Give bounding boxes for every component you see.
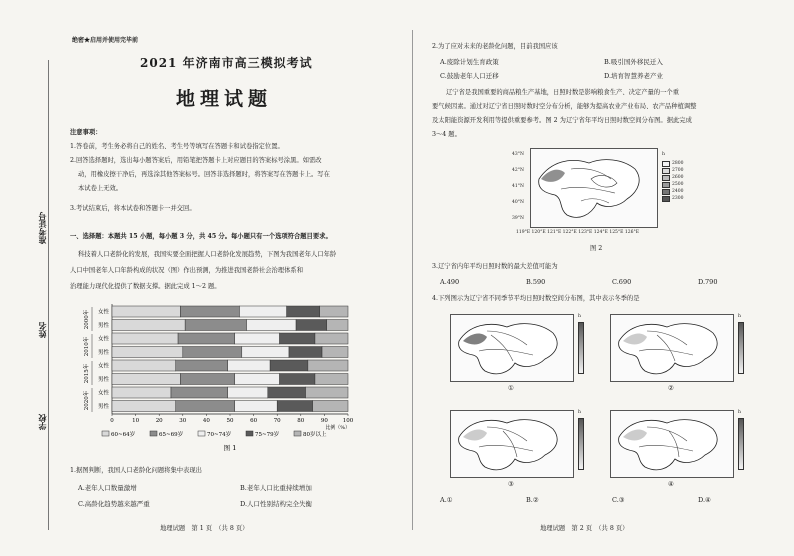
chart-category-label: 女性 <box>97 390 109 397</box>
chart-legend-label: 70~74岁 <box>207 432 232 438</box>
chart-x-tick-label: 50 <box>226 418 234 424</box>
q2-option-c[interactable]: C.鼓励老年人口迁移 <box>440 72 499 80</box>
q1-option-c[interactable]: C.高龄化趋势越来越严重 <box>78 500 150 508</box>
chart-x-tick-label: 40 <box>202 418 210 424</box>
season-map <box>610 410 734 478</box>
question-1: 1.据图判断，我国人口老龄化问题将集中表现出 <box>70 467 202 474</box>
section-heading: 一、选择题：本题共 15 小题，每小题 3 分，共 45 分。每小题只有一个选项符合题目要求。 <box>70 233 332 240</box>
question-4: 4.下列图示为辽宁省不同季节平均日照时数空间分布图，其中表示冬季的是 <box>432 295 640 302</box>
fig2-legend-value: 2600 <box>672 174 684 180</box>
q2-option-b[interactable]: B.吸引国外移民迁入 <box>604 58 663 66</box>
chart-bar-segment <box>322 347 348 358</box>
chart-bar-segment <box>112 374 180 385</box>
chart-bar-segment <box>315 374 348 385</box>
fig2-legend <box>662 160 683 202</box>
chart-x-tick-label: 10 <box>132 418 140 424</box>
chart-bar-segment <box>315 333 348 344</box>
chart-category-label: 男性 <box>97 404 109 410</box>
chart-bar-segment <box>228 387 268 398</box>
chart-bar-segment <box>176 360 228 371</box>
chart-bar-segment <box>313 401 348 412</box>
chart-bar-segment <box>289 347 322 358</box>
intro2-line: 辽宁省是我国重要的商品粮生产基地，日照时数是影响粮食生产、决定产量的一个重 <box>446 89 679 96</box>
name-label: 姓名 <box>37 322 47 338</box>
fig2-legend-value: 2500 <box>672 181 684 187</box>
subject-title: 地理试题 <box>176 88 273 110</box>
intro-line: 治理能力现代化提供了数据支撑。据此完成 1～2 题。 <box>70 283 221 290</box>
fig2-legend-item <box>662 195 683 202</box>
chart-bar-segment <box>183 347 242 358</box>
chart-legend-swatch <box>150 431 157 436</box>
intro-line: 人口中国老年人口年龄构成的状况（图）作出预测，为推进我国老龄社会治理体系和 <box>70 267 303 274</box>
chart-svg <box>70 302 370 452</box>
liaoning-map-shape <box>531 149 659 229</box>
chart-legend-swatch <box>102 431 109 436</box>
chart-x-tick-label: 60 <box>250 418 258 424</box>
chart-bar-segment <box>287 306 320 317</box>
chart-bar-segment <box>242 347 289 358</box>
fig2-legend-value: 2700 <box>672 167 684 173</box>
note-line: 本试卷上无效。 <box>78 185 123 192</box>
chart-bar-segment <box>180 306 239 317</box>
season-map <box>610 314 734 382</box>
note-line: 1.答卷前，考生务必将自己的姓名、考生号等填写在答题卡和试卷指定位置。 <box>70 143 284 150</box>
fig2-legend-item <box>662 167 683 174</box>
chart-legend-label: 80岁以上 <box>303 432 327 438</box>
chart-bar-segment <box>306 387 348 398</box>
season-map-legend <box>738 418 744 470</box>
chart-x-tick-label: 20 <box>155 418 163 424</box>
chart-legend-label: 65~69岁 <box>159 432 184 438</box>
fig2-lat-label: 41°N <box>512 184 524 189</box>
chart-x-tick-label: 0 <box>110 418 114 424</box>
season-map-shape <box>611 411 735 479</box>
fig2-legend-item <box>662 174 683 181</box>
question-3: 3.辽宁省内年平均日照时数的最大差值可能为 <box>432 263 558 270</box>
q1-option-b[interactable]: B.老年人口比重持续增加 <box>240 484 312 492</box>
fig2-legend-value: 2300 <box>672 195 684 201</box>
chart-group-label: 2015年 <box>84 363 90 384</box>
exam-number-label: 准考证号 <box>37 212 47 244</box>
note-line: 2.回答选择题时，选出每小题答案后，用铅笔把答题卡上对应题目的答案标号涂黑。如需改 <box>70 157 322 164</box>
season-map-unit: h <box>738 314 741 319</box>
q2-option-d[interactable]: D.培育智慧养老产业 <box>604 72 664 80</box>
q2-option-a[interactable]: A.废除计划生育政策 <box>440 58 499 66</box>
chart-bar-segment <box>178 333 235 344</box>
chart-x-tick-label: 30 <box>179 418 187 424</box>
chart-category-label: 女性 <box>97 336 109 343</box>
q3-option-b[interactable]: B.590 <box>526 278 546 286</box>
chart-bar-segment <box>320 306 348 317</box>
age-structure-chart <box>70 302 370 452</box>
chart-bar-segment <box>270 360 308 371</box>
fig2-legend-swatch <box>662 168 670 174</box>
chart-bar-segment <box>308 360 348 371</box>
season-map-number: ④ <box>668 481 674 488</box>
season-map-shape <box>451 411 575 479</box>
chart-category-label: 男性 <box>97 377 109 383</box>
season-map-number: ③ <box>508 481 514 488</box>
fig2-legend-swatch <box>662 182 670 188</box>
question-2: 2.为了应对未来的老龄化问题，目前我国应该 <box>432 43 558 50</box>
chart-caption: 图 1 <box>223 444 237 452</box>
season-map-legend <box>578 322 584 374</box>
chart-bar-segment <box>247 320 297 331</box>
page-footer-right: 地理试题 第 2 页 （共 8 页） <box>540 525 629 532</box>
chart-bar-segment <box>239 306 286 317</box>
chart-category-label: 男性 <box>97 323 109 329</box>
q3-option-a[interactable]: A.490 <box>440 278 460 286</box>
q1-option-d[interactable]: D.人口性别结构完全失衡 <box>240 500 313 508</box>
q4-option-c[interactable]: C.③ <box>612 496 625 504</box>
chart-category-label: 男性 <box>97 350 109 356</box>
season-map <box>450 314 574 382</box>
fig2-legend-value: 2800 <box>672 160 684 166</box>
chart-bar-segment <box>112 306 180 317</box>
season-map-legend <box>578 418 584 470</box>
secret-label: 绝密★启用并使用完毕前 <box>72 37 139 44</box>
fig2-legend-item <box>662 188 683 195</box>
season-map-legend <box>738 322 744 374</box>
chart-legend-swatch <box>198 431 205 436</box>
season-map-unit: h <box>578 410 581 415</box>
fig2-legend-value: 2400 <box>672 188 684 194</box>
chart-bar-segment <box>176 401 235 412</box>
intro2-line: 及太阳能资源开发利用等提供重要参考。图 2 为辽宁省年平均日照时数空间分布图。据此完成 <box>432 117 692 124</box>
chart-bar-segment <box>112 360 176 371</box>
fig2-lat-label: 43°N <box>512 152 524 157</box>
chart-group-label: 2010年 <box>84 336 90 357</box>
chart-bar-segment <box>280 333 315 344</box>
fig2-legend-item <box>662 181 683 188</box>
chart-bar-segment <box>180 374 234 385</box>
chart-category-label: 女性 <box>97 363 109 370</box>
fig2-lat-label: 39°N <box>512 216 524 221</box>
chart-bar-segment <box>235 401 277 412</box>
chart-bar-segment <box>112 347 183 358</box>
q3-option-c[interactable]: C.690 <box>612 278 632 286</box>
fig2-legend-unit: h <box>662 152 665 157</box>
chart-category-label: 女性 <box>97 309 109 316</box>
chart-group-label: 2000年 <box>84 309 90 330</box>
chart-bar-segment <box>277 401 312 412</box>
fig2-lat-label: 40°N <box>512 200 524 205</box>
q4-option-d[interactable]: D.④ <box>698 496 711 504</box>
fig2-legend-swatch <box>662 175 670 181</box>
season-map-unit: h <box>738 410 741 415</box>
figure2-map <box>530 148 658 228</box>
intro2-line: 要气候因素。通过对辽宁省日照时数时空分布分析，能够为提高农业产业布局、农产品种植调整 <box>432 103 697 110</box>
note-line: 动，用橡皮擦干净后，再选涂其他答案标号。回答非选择题时，将答案写在答题卡上。写在 <box>78 171 330 178</box>
chart-bar-segment <box>327 320 348 331</box>
season-map <box>450 410 574 478</box>
page-footer-left: 地理试题 第 1 页 （共 8 页） <box>160 525 249 532</box>
chart-bar-segment <box>112 401 176 412</box>
season-map-shape <box>451 315 575 383</box>
fig2-legend-item <box>662 160 683 167</box>
exam-title: 2021 年济南市高三模拟考试 <box>140 56 313 70</box>
fig2-lon-labels: 119°E 120°E 121°E 122°E 123°E 124°E 125°E 126°E <box>516 230 640 235</box>
notes-heading: 注意事项： <box>70 129 102 136</box>
chart-bar-segment <box>112 387 171 398</box>
fig2-caption: 图 2 <box>590 245 603 252</box>
q3-option-d[interactable]: D.790 <box>698 278 718 286</box>
chart-group-label: 2020年 <box>84 390 90 411</box>
note-line: 3.考试结束后，将本试卷和答题卡一并交回。 <box>70 205 196 212</box>
chart-bar-segment <box>296 320 327 331</box>
chart-bar-segment <box>185 320 246 331</box>
chart-x-tick-label: 90 <box>320 418 328 424</box>
season-map-unit: h <box>578 314 581 319</box>
chart-bar-segment <box>171 387 228 398</box>
chart-bar-segment <box>235 333 280 344</box>
chart-legend-swatch <box>246 431 253 436</box>
season-map-number: ② <box>668 385 674 392</box>
intro2-line: 3～4 题。 <box>432 131 461 138</box>
school-label: 学校 <box>37 414 47 430</box>
chart-bar-segment <box>235 374 280 385</box>
q1-option-a[interactable]: A.老年人口数量激增 <box>78 484 137 492</box>
chart-bar-segment <box>280 374 315 385</box>
fig2-legend-swatch <box>662 161 670 167</box>
intro-line: 科技着人口老龄化的发展，我国实要全面把握人口老龄化发展趋势，下图为我国老年人口年龄 <box>78 251 337 258</box>
chart-bar-segment <box>268 387 306 398</box>
season-map-shape <box>611 315 735 383</box>
binding-line <box>48 60 49 530</box>
chart-legend-label: 75~79岁 <box>255 432 280 438</box>
page-divider <box>412 30 413 530</box>
chart-x-tick-label: 100 <box>342 418 354 424</box>
chart-x-axis-label: 比例（%） <box>325 425 350 431</box>
chart-legend-label: 60~64岁 <box>111 432 136 438</box>
q4-option-b[interactable]: B.② <box>526 496 539 504</box>
fig2-legend-swatch <box>662 189 670 195</box>
chart-bar-segment <box>112 320 185 331</box>
chart-bar-segment <box>228 360 270 371</box>
chart-legend-swatch <box>294 431 301 436</box>
season-map-number: ① <box>508 385 514 392</box>
chart-x-tick-label: 80 <box>297 418 305 424</box>
q4-option-a[interactable]: A.① <box>440 496 453 504</box>
fig2-legend-swatch <box>662 196 670 202</box>
chart-x-tick-label: 70 <box>273 418 281 424</box>
fig2-lat-label: 42°N <box>512 168 524 173</box>
chart-bar-segment <box>112 333 178 344</box>
